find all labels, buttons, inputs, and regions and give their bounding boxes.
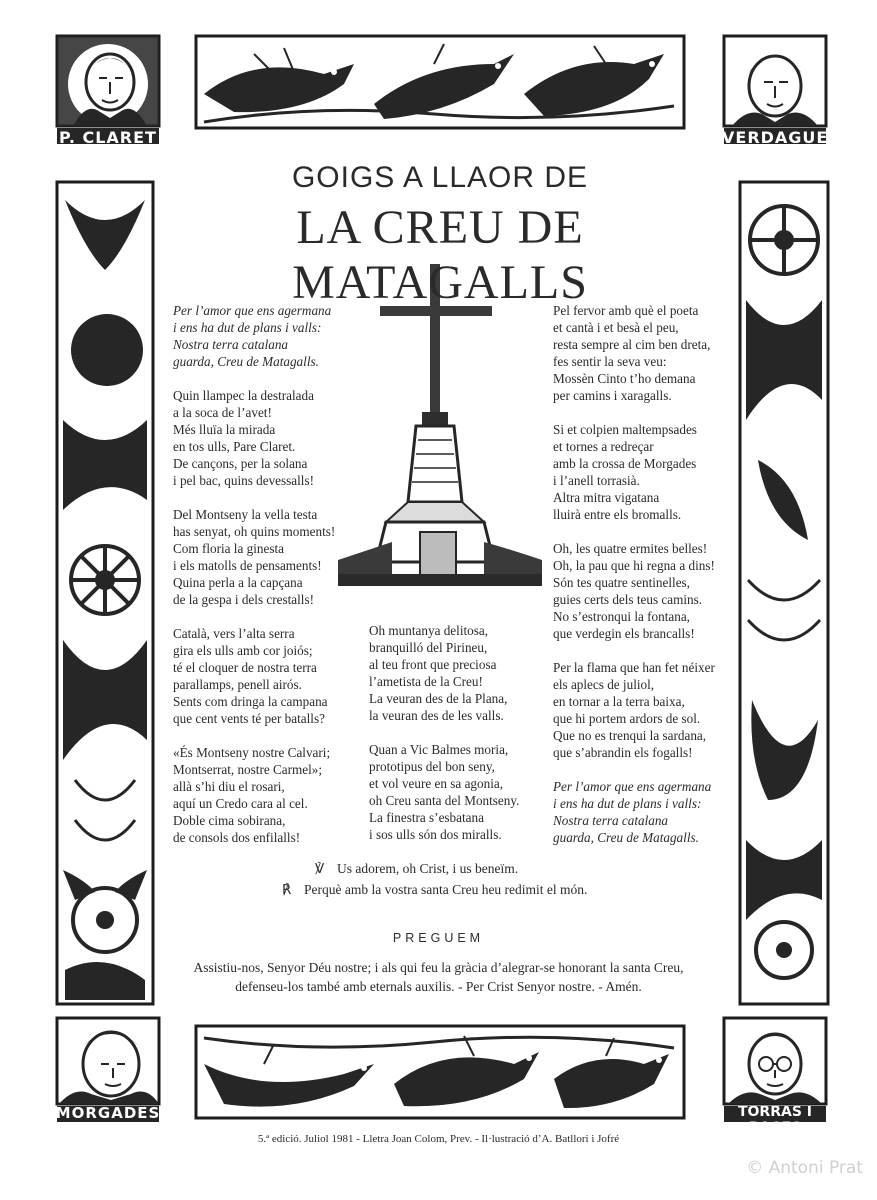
edition-credits: 5.ª edició. Juliol 1981 - Lletra Joan Colom, Prev. - Il·lustració d’A. Batllori i Jofré [257,1133,620,1145]
verse-line: fes sentir la seva veu: [553,354,667,369]
verse-line: i els matolls de pensaments! [173,558,322,573]
stanza [173,302,373,370]
versicle-text: Us adorem, oh Crist, i us beneïm. [337,861,519,876]
stanza [553,421,733,523]
verse-line: Quan a Vic Balmes moria, [369,742,509,757]
verse-line: Quin llampec la destralada [173,388,314,403]
verse-line: et tornes a redreçar [553,439,654,454]
bottom-birds-woodcut [194,1024,686,1120]
verse-line: Per l’amor que ens agermana [553,779,712,794]
verse-line: Quina perla a la capçana [173,575,303,590]
response-line [282,882,702,898]
verse-line: Sents com dringa la campana [173,694,328,709]
stanza [369,622,554,724]
stanza [553,302,733,404]
prayer-heading: PREGUEM [392,931,485,945]
verse-line: Nostra terra catalana [173,337,289,352]
prayer-line: defenseu-los també amb eternals auxilis. - Per Crist Senyor nostre. - Amén. [235,979,642,994]
verse-line: et cantà i et besà el peu, [553,320,679,335]
portrait-label-torras-i-bages: TORRAS I BAGES [737,1104,812,1136]
verse-line: l’ametista de la Creu! [369,674,483,689]
verse-line: té el cloquer de nostra terra [173,660,317,675]
stanza [173,506,373,608]
verse-line: lluirà entre els bromalls. [553,507,682,522]
verse-line: Mossèn Cinto t’ho demana [553,371,696,386]
portrait-label-morgades: MORGADES [55,1104,161,1122]
versicle-line [315,861,735,877]
verse-line: de la gespa i dels crestalls! [173,592,314,607]
response-text: Perquè amb la vostra santa Creu heu redimit el món. [304,882,588,897]
top-birds-woodcut [194,34,686,130]
verse-line: Per l’amor que ens agermana [173,303,332,318]
verse-line: Montserrat, nostre Carmel»; [173,762,323,777]
verse-line: Oh, les quatre ermites belles! [553,541,708,556]
verse-line: De cançons, per la solana [173,456,308,471]
left-column-stanzas [173,302,373,863]
verse-line: guarda, Creu de Matagalls. [173,354,319,369]
verse-line: has senyat, oh quins moments! [173,524,336,539]
verse-line: Oh muntanya delitosa, [369,623,489,638]
stanza [173,625,373,727]
verse-line: gira els ulls amb cor joiós; [173,643,313,658]
verse-line: guarda, Creu de Matagalls. [553,830,699,845]
verse-line: Doble cima sobirana, [173,813,286,828]
verse-line: No s’estronqui la fontana, [553,609,690,624]
verse-line: Nostra terra catalana [553,813,669,828]
title-main: LA CREU DE MATAGALLS [292,201,588,309]
verse-line: que cent vents té per batalls? [173,711,325,726]
verse-line: prototipus del bon seny, [369,759,495,774]
verse-line: i l’anell torrasià. [553,473,640,488]
portrait-label-verdaguer: VERDAGUER [722,128,842,147]
verse-line: i ens ha dut de plans i valls: [553,796,702,811]
verse-line: i sos ulls són dos miralls. [369,827,502,842]
verse-line: la veuran des de les valls. [369,708,504,723]
verse-line: et vol veure en sa agonia, [369,776,504,791]
stanza [553,778,733,846]
right-floral-border [738,180,830,1006]
versicle-symbol: ℣ [315,861,325,876]
verse-line: Oh, la pau que hi regna a dins! [553,558,715,573]
verse-line: de consols dos enfilalls! [173,830,301,845]
verse-line: allà s’hi diu el rosari, [173,779,285,794]
stanza [553,540,733,642]
verse-line: Altra mitra vigatana [553,490,660,505]
verse-line: per camins i xaragalls. [553,388,672,403]
verse-line: al teu front que preciosa [369,657,497,672]
verse-line: Més lluïa la mirada [173,422,276,437]
middle-column-stanzas [369,622,554,860]
verse-line: que hi portem ardors de sol. [553,711,701,726]
verse-line: branquilló del Pirineu, [369,640,488,655]
verse-line: aquí un Credo cara al cel. [173,796,308,811]
prayer-line: Assistiu-nos, Senyor Déu nostre; i als qui feu la gràcia d’alegrar-se honorant la santa Creu, [193,960,684,975]
verse-line: Si et colpien maltempsades [553,422,697,437]
verse-line: La veuran des de la Plana, [369,691,508,706]
verse-line: Pel fervor amb què el poeta [553,303,699,318]
left-floral-border [55,180,155,1006]
verse-line: resta sempre al cim ben dreta, [553,337,711,352]
portrait-label-claret: P. CLARET [59,128,157,147]
verse-line: «És Montseny nostre Calvari; [173,745,331,760]
right-column-stanzas [553,302,733,863]
response-symbol: ℟ [282,882,292,897]
verse-line: i pel bac, quins devessalls! [173,473,314,488]
prayer-text [160,958,717,996]
verse-line: que verdegin els brancalls! [553,626,695,641]
verse-line: Català, vers l’alta serra [173,626,295,641]
stanza [173,387,373,489]
verse-line: que s’abrandin els fogalls! [553,745,693,760]
verse-line: els aplecs de juliol, [553,677,655,692]
verse-line: Del Montseny la vella testa [173,507,318,522]
verse-line: en tornar a la terra baixa, [553,694,685,709]
copyright-watermark: © Antoni Prat [746,1158,863,1178]
verse-line: Són tes quatre sentinelles, [553,575,690,590]
stanza [553,659,733,761]
title-goigs: GOIGS A LLAOR DE [291,161,589,194]
verse-line: Per la flama que han fet néixer [553,660,715,675]
verse-line: La finestra s’esbatana [369,810,484,825]
verse-line: i ens ha dut de plans i valls: [173,320,322,335]
verse-line: oh Creu santa del Montseny. [369,793,520,808]
verse-line: guies certs dels teus camins. [553,592,703,607]
stanza [173,744,373,846]
verse-line: amb la crossa de Morgades [553,456,697,471]
stanza [369,741,554,843]
verse-line: Com floria la ginesta [173,541,284,556]
verse-line: parallamps, penell airós. [173,677,302,692]
verse-line: en tos ulls, Pare Claret. [173,439,296,454]
verse-line: a la soca de l’avet! [173,405,272,420]
verse-line: Que no es trenqui la sardana, [553,728,707,743]
